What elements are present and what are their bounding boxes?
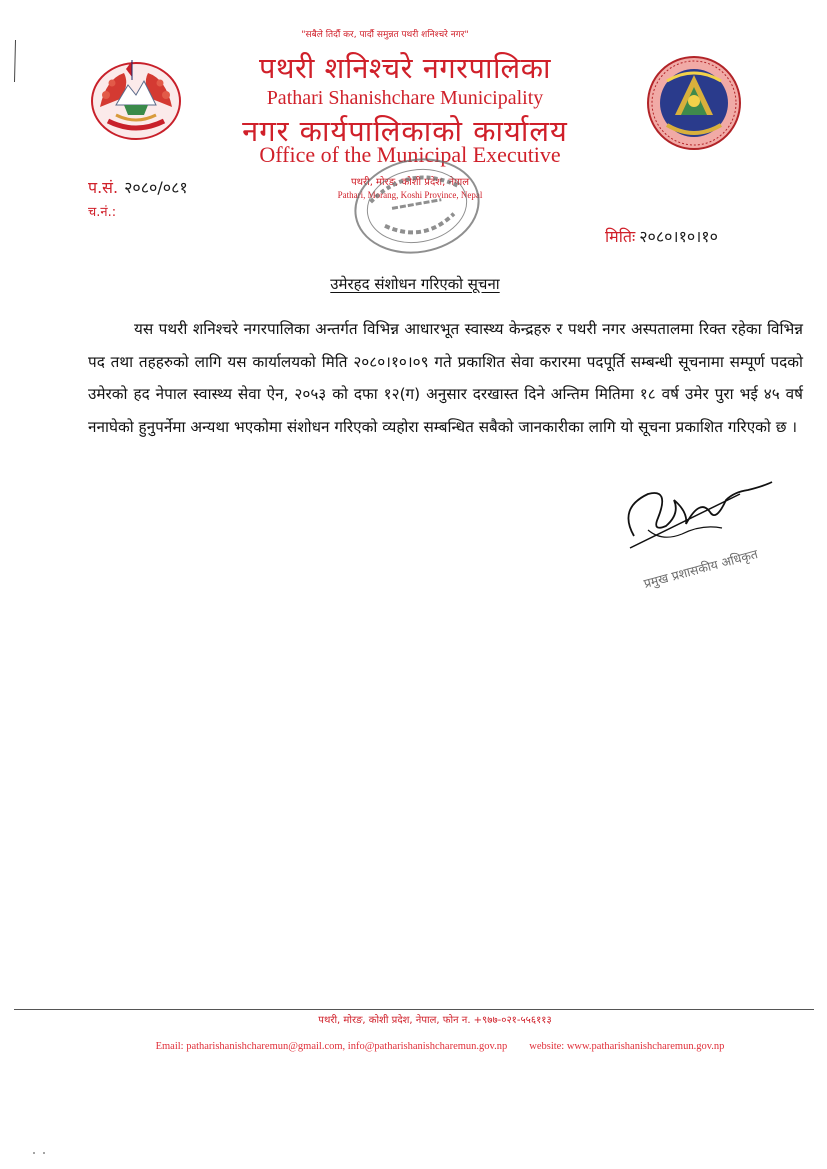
notice-subject-text: उमेरहद संशोधन गरिएको सूचना (330, 275, 500, 293)
notice-subject (200, 274, 630, 294)
municipality-title-nepali: पथरी शनिश्चरे नगरपालिका (259, 51, 551, 85)
motto: "सबैले तिर्दौ कर, पार्दौ समुन्नत पथरी शनिश्चरे नगर" (301, 30, 469, 40)
date (605, 225, 718, 247)
header-address-nepali: पथरी, मोरङ, कोशी प्रदेश, नेपाल (350, 177, 470, 188)
header-address-english: Pathari, Morang, Koshi Province, Nepal (337, 190, 483, 200)
municipality-title-english: Pathari Shanishchare Municipality (266, 87, 544, 109)
office-title-nepali: नगर कार्यपालिकाको कार्यालय (242, 114, 568, 148)
date-label: मितिः (605, 227, 636, 246)
margin-mark (14, 40, 16, 82)
municipality-seal-logo (645, 55, 743, 151)
footer-divider (14, 1009, 814, 1010)
reference-number-label: प.सं. (88, 178, 119, 197)
reference-number-value: २०८०/०८१ (124, 178, 188, 197)
reference-number (88, 176, 188, 198)
officer-signature-block (622, 472, 797, 612)
footer-email: Email: patharishanishcharemun@gmail.com, info@patharishanishcharemun.gov.np (155, 1041, 508, 1052)
officer-designation-stamp: प्रमुख प्रशासकीय अधिकृत (642, 546, 760, 591)
footer-contact (90, 1041, 790, 1052)
notice-body: यस पथरी शनिश्चरे नगरपालिका अन्तर्गत विभिन्न आधारभूत स्वास्थ्य केन्द्रहरु र पथरी नगर अस्पतालमा रिक्त रहेका विभिन्न पद तथा तहहरुको लागि यस कार्यालयको मिति २०८०।१०।०९ गते प्रकाशित सेवा करारमा पदपूर्ति सम्बन्धी सूचनामा सम्पूर्ण पदको उमेरको हद नेपाल स्वास्थ्य सेवा ऐन, २०५३ को दफा १२(ग) अनुसार दरखास्त दिने अन्तिम मितिमा १८ वर्ष उमेर पुरा भई ४५ वर्ष ननाघेको हुनुपर्नेमा अन्यथा भएकोमा संशोधन गरिएको व्यहोरा सम्बन्धित सबैको जानकारीका लागि यो सूचना प्रकाशित गरिएको छ । (88, 320, 803, 436)
footer-website: website: www.patharishanishcharemun.gov.np (529, 1041, 725, 1052)
nepal-emblem-logo (86, 55, 186, 143)
date-value: २०८०।१०।१० (639, 227, 718, 246)
office-round-stamp (322, 148, 492, 258)
footer-address: पथरी, मोरङ, कोशी प्रदेश, नेपाल, फोन न. +९७७-०२१-५५६११३ (318, 1015, 552, 1026)
office-title-english: Office of the Municipal Executive (259, 142, 561, 167)
dispatch-number-label: च.नं.: (88, 205, 117, 220)
scan-mark (30, 1150, 70, 1156)
